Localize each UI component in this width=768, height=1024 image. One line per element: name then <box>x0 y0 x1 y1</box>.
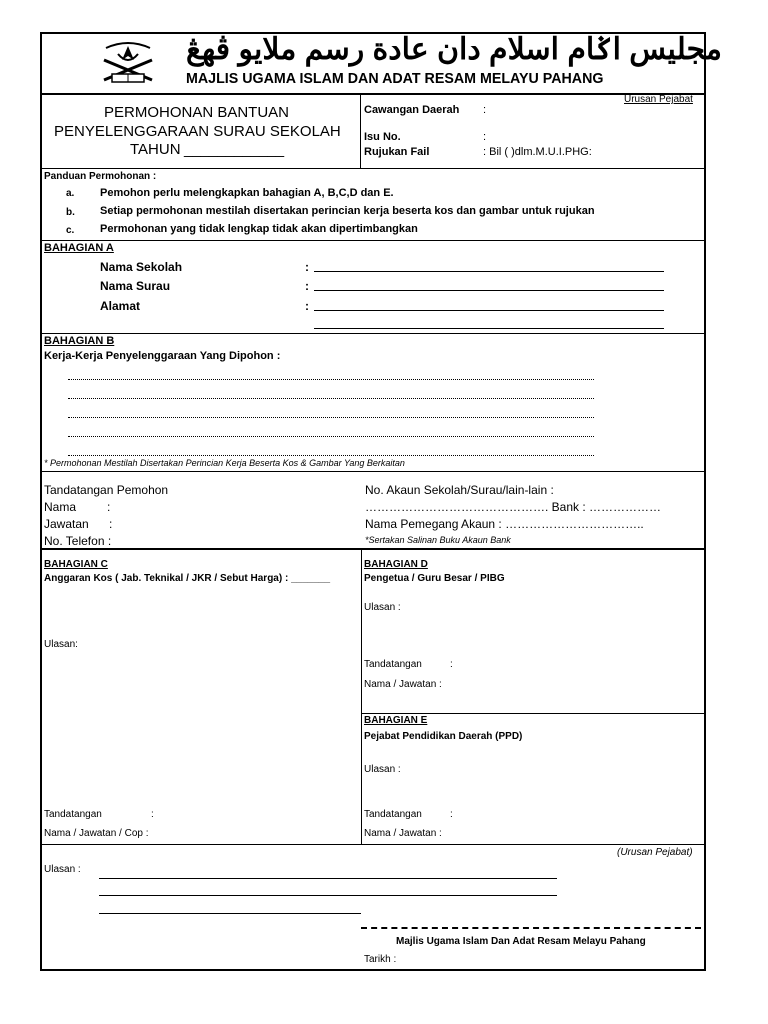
title-line1: PERMOHONAN BANTUAN <box>104 104 290 121</box>
jawi-title: مجليس اݢام اسلام دان عادة رسم ملايو ڤهڠ <box>186 33 722 66</box>
bahagian-a-divider <box>40 333 706 334</box>
title-line2: PENYELENGGARAAN SURAU SEKOLAH <box>54 123 341 140</box>
org-name: MAJLIS UGAMA ISLAM DAN ADAT RESAM MELAYU PAHANG <box>186 70 604 87</box>
bahagian-b-heading: BAHAGIAN B <box>44 335 115 347</box>
bahagian-e-ulasan: Ulasan : <box>364 764 401 775</box>
nama-surau-field[interactable] <box>314 290 664 291</box>
pemohon-divider <box>40 548 706 550</box>
header-divider <box>40 93 706 95</box>
jawatan-colon: : <box>109 517 113 531</box>
kerja-line-2[interactable] <box>68 398 594 399</box>
panduan-item-c: Permohonan yang tidak lengkap tidak akan dipertimbangkan <box>100 223 418 235</box>
bahagian-d-nama-jawatan: Nama / Jawatan : <box>364 679 442 690</box>
bahagian-c-ulasan: Ulasan: <box>44 639 78 650</box>
kerja-line-5[interactable] <box>68 455 594 456</box>
sertakan-note: *Sertakan Salinan Buku Akaun Bank <box>365 535 511 545</box>
footer-tarikh: Tarikh : <box>364 954 397 965</box>
panduan-item-b: Setiap permohonan mestilah disertakan perincian kerja beserta kos dan gambar untuk rujukan <box>100 205 595 217</box>
panduan-marker-a: a. <box>66 188 75 199</box>
nama-surau-label: Nama Surau <box>100 279 171 293</box>
bahagian-d-ulasan: Ulasan : <box>364 602 401 613</box>
alamat-label: Alamat <box>100 299 141 313</box>
rujukan-value: : Bil ( )dlm.M.U.I.PHG: <box>483 146 592 158</box>
footer-ulasan: Ulasan : <box>44 864 81 875</box>
alamat-field-1[interactable] <box>314 310 664 311</box>
cawangan-label: Cawangan Daerah <box>364 104 460 116</box>
colon: : <box>305 299 309 313</box>
urusan-pejabat-bottom: (Urusan Pejabat) <box>617 847 693 858</box>
d-e-divider <box>361 713 706 714</box>
panduan-divider <box>40 240 706 241</box>
panduan-marker-c: c. <box>66 225 75 236</box>
urusan-pejabat-top: Urusan Pejabat <box>624 94 693 105</box>
akaun-label: No. Akaun Sekolah/Surau/lain-lain : <box>365 483 554 497</box>
panduan-heading: Panduan Permohonan : <box>44 171 157 182</box>
panduan-item-a: Pemohon perlu melengkapkan bahagian A, B,C,D dan E. <box>100 187 394 199</box>
nama-sekolah-field[interactable] <box>314 271 664 272</box>
bahagian-e-nama-jawatan: Nama / Jawatan : <box>364 828 442 839</box>
kerja-line-4[interactable] <box>68 436 594 437</box>
pemegang-akaun-field[interactable]: Nama Pemegang Akaun : …………………………….. <box>365 517 644 531</box>
bahagian-e-tandatangan: Tandatangan <box>364 809 422 820</box>
bahagian-b-note: * Permohonan Mestilah Disertakan Perincian Kerja Beserta Kos & Gambar Yang Berkaitan <box>44 458 405 468</box>
colon: : <box>305 279 309 293</box>
bahagian-d-tandatangan: Tandatangan <box>364 659 422 670</box>
bahagian-c-tandatangan: Tandatangan <box>44 809 102 820</box>
footer-majlis: Majlis Ugama Islam Dan Adat Resam Melayu Pahang <box>396 936 646 947</box>
cde-divider <box>361 549 362 844</box>
title-line3: TAHUN <box>130 141 181 158</box>
rujukan-label: Rujukan Fail <box>364 146 430 158</box>
nama-sekolah-label: Nama Sekolah <box>100 260 183 274</box>
footer-ulasan-line-2[interactable] <box>99 895 557 896</box>
bahagian-e-subheading: Pejabat Pendidikan Daerah (PPD) <box>364 731 523 742</box>
bahagian-b-divider <box>40 471 706 472</box>
crest-logo <box>96 40 160 90</box>
bahagian-b-subheading: Kerja-Kerja Penyelenggaraan Yang Dipohon : <box>44 350 281 362</box>
footer-signature-line <box>361 927 701 929</box>
alamat-field-2[interactable] <box>314 328 664 329</box>
tandatangan-pemohon-label: Tandatangan Pemohon <box>44 483 169 497</box>
bahagian-e-tandatangan-colon: : <box>450 809 453 820</box>
cawangan-colon: : <box>483 104 487 116</box>
panduan-marker-b: b. <box>66 207 75 218</box>
bahagian-d-heading: BAHAGIAN D <box>364 559 428 570</box>
title-divider <box>360 94 361 168</box>
tahun-field[interactable]: ____________ <box>184 141 285 158</box>
bahagian-c-tandatangan-colon: : <box>151 809 154 820</box>
isu-colon: : <box>483 131 487 143</box>
bahagian-d-tandatangan-colon: : <box>450 659 453 670</box>
bahagian-a-heading: BAHAGIAN A <box>44 242 114 254</box>
bahagian-c-subheading: Anggaran Kos ( Jab. Teknikal / JKR / Sebut Harga) : _______ <box>44 573 331 584</box>
jawatan-label: Jawatan <box>44 517 89 531</box>
telefon-label: No. Telefon : <box>44 534 112 548</box>
akaun-field[interactable]: ………………………………………. Bank : ……………… <box>365 500 662 514</box>
cde-bottom-divider <box>40 844 706 845</box>
bahagian-c-nama-jawatan: Nama / Jawatan / Cop : <box>44 828 149 839</box>
colon: : <box>305 260 309 274</box>
bahagian-e-heading: BAHAGIAN E <box>364 715 428 726</box>
footer-ulasan-line-1[interactable] <box>99 878 557 879</box>
kerja-line-3[interactable] <box>68 417 594 418</box>
footer-ulasan-line-3[interactable] <box>99 913 361 914</box>
title-bottom-divider <box>40 168 706 169</box>
bahagian-d-subheading: Pengetua / Guru Besar / PIBG <box>364 573 505 584</box>
isu-label: Isu No. <box>364 131 401 143</box>
nama-label: Nama <box>44 500 77 514</box>
bahagian-c-heading: BAHAGIAN C <box>44 559 108 570</box>
kerja-line-1[interactable] <box>68 379 594 380</box>
nama-colon: : <box>107 500 111 514</box>
